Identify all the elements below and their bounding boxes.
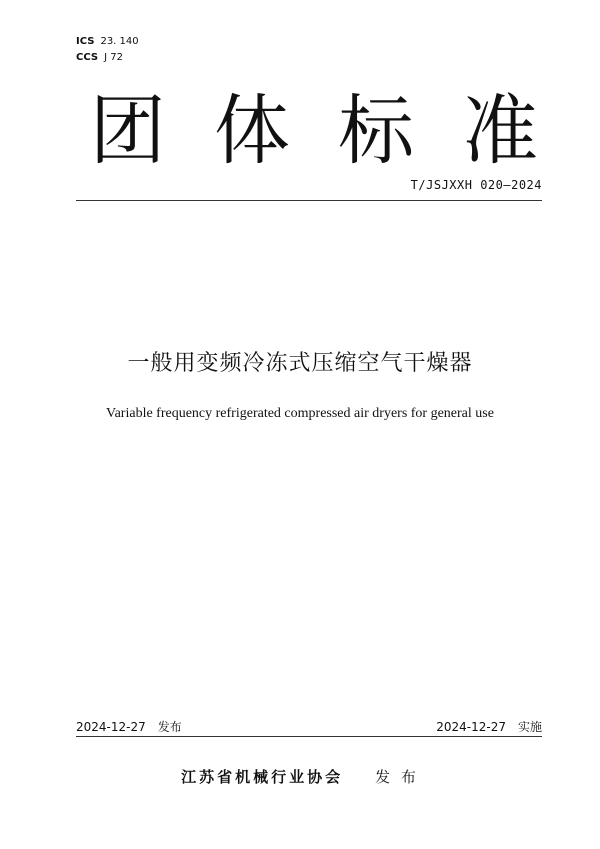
ccs-value: J 72 — [104, 52, 123, 63]
ics-value: 23. 140 — [100, 36, 139, 47]
ccs-classification — [76, 52, 123, 64]
standard-number: T/JSJXXH 020—2024 — [410, 178, 542, 192]
publish-label: 发布 — [157, 720, 182, 734]
document-title-chinese: 一般用变频冷冻式压缩空气干燥器 — [127, 351, 473, 376]
implement-date-block — [436, 718, 542, 735]
ccs-label: CCS — [76, 52, 99, 63]
organization-name: 江苏省机械行业协会 — [181, 768, 344, 786]
ics-classification — [76, 36, 139, 48]
ics-label: ICS — [76, 36, 95, 47]
document-category-title: 团 体 标 准 — [89, 86, 551, 175]
implement-label: 实施 — [517, 720, 542, 734]
bottom-divider — [76, 736, 542, 737]
document-title-english: Variable frequency refrigerated compressed air dryers for general use — [106, 406, 494, 421]
top-divider — [76, 200, 542, 201]
implement-date: 2024-12-27 — [436, 720, 506, 734]
organization-action: 发 布 — [375, 768, 419, 786]
publish-date-block — [76, 718, 182, 735]
publish-date: 2024-12-27 — [76, 720, 146, 734]
issuing-organization — [0, 766, 600, 787]
